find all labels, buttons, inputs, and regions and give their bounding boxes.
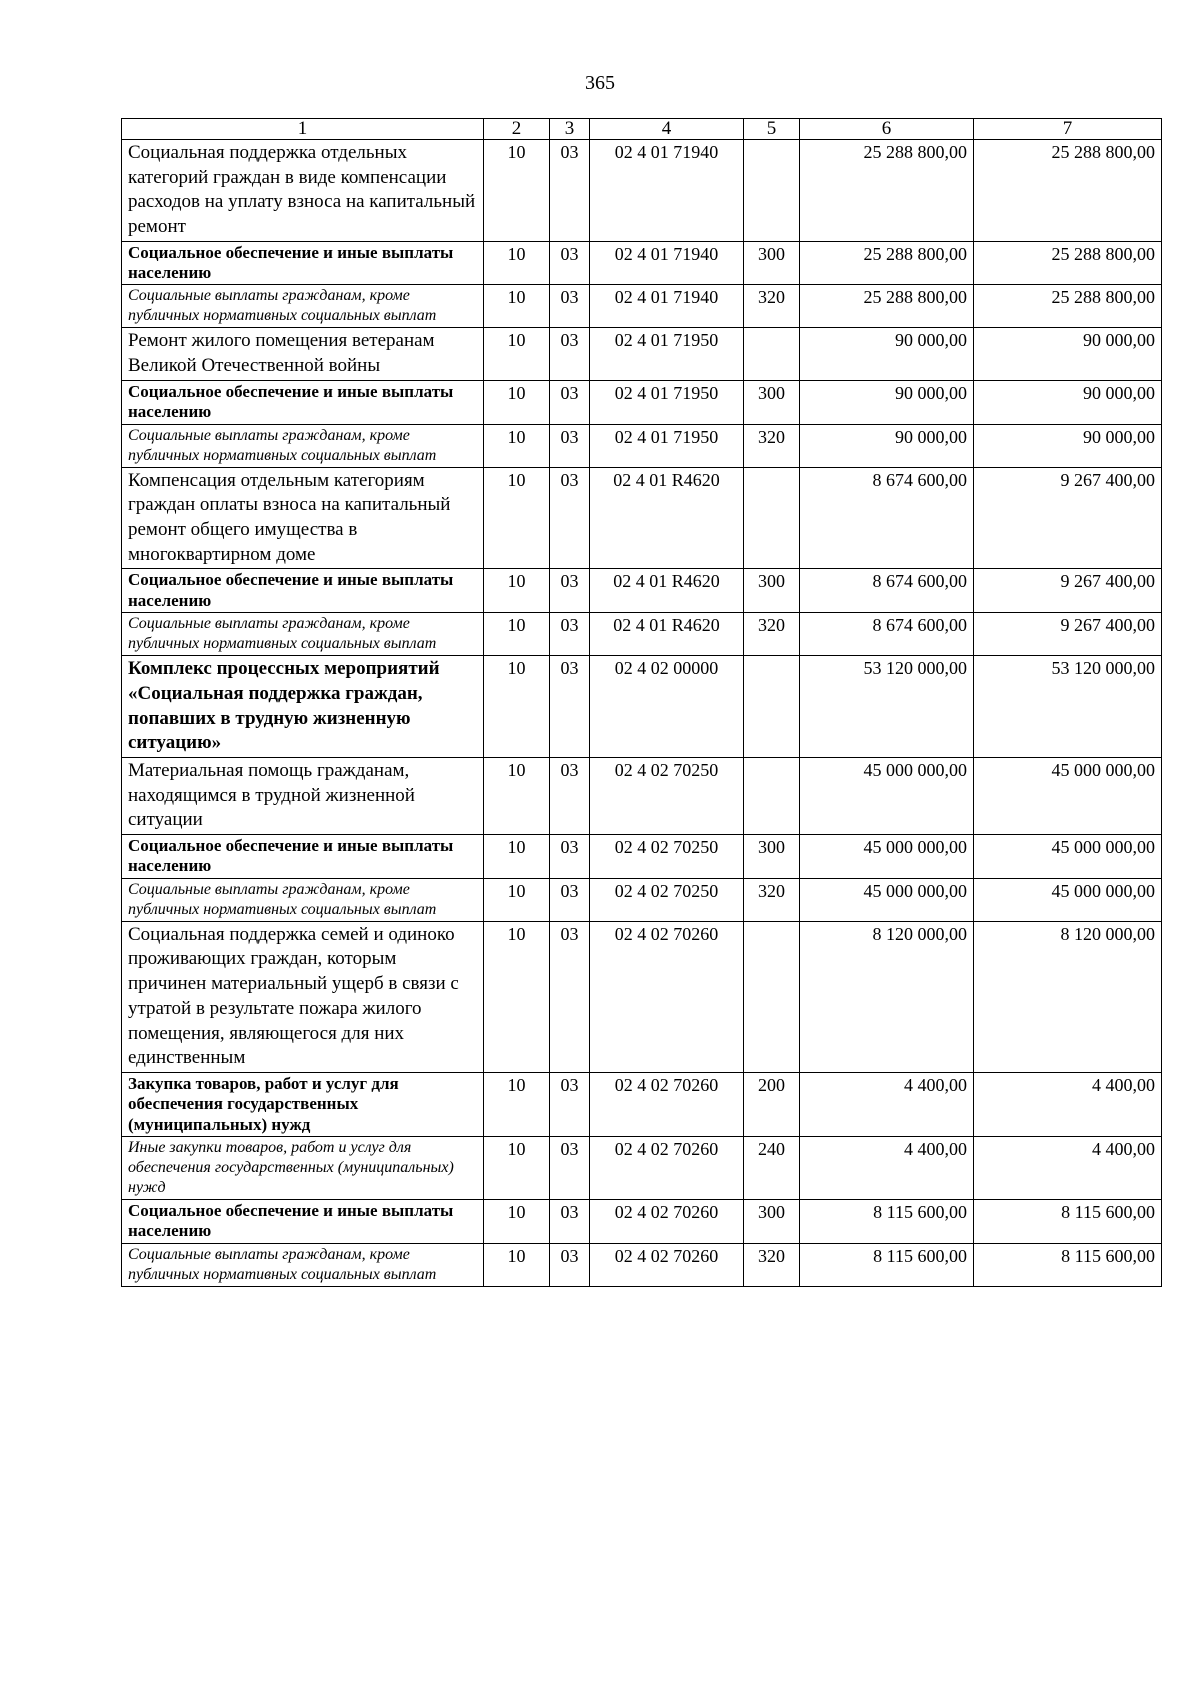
row-section-code: 10 (484, 613, 550, 656)
row-amount-year-1: 25 288 800,00 (800, 139, 974, 241)
row-amount-year-2: 90 000,00 (974, 328, 1162, 380)
row-amount-year-2: 53 120 000,00 (974, 656, 1162, 758)
row-name: Социальные выплаты гражданам, кроме публичных нормативных социальных выплат (122, 285, 484, 328)
row-subsection-code: 03 (550, 424, 590, 467)
row-expense-type (744, 656, 800, 758)
row-expense-type: 320 (744, 613, 800, 656)
table-row (122, 613, 1162, 656)
row-target-article: 02 4 02 70260 (590, 1072, 744, 1136)
budget-table (121, 118, 1162, 1287)
row-subsection-code: 03 (550, 656, 590, 758)
row-amount-year-2: 90 000,00 (974, 380, 1162, 424)
row-section-code: 10 (484, 834, 550, 878)
row-section-code: 10 (484, 1137, 550, 1200)
row-subsection-code: 03 (550, 1200, 590, 1244)
row-amount-year-1: 25 288 800,00 (800, 241, 974, 285)
row-amount-year-1: 8 115 600,00 (800, 1200, 974, 1244)
row-expense-type (744, 921, 800, 1072)
row-section-code: 10 (484, 285, 550, 328)
table-row (122, 241, 1162, 285)
row-amount-year-2: 45 000 000,00 (974, 878, 1162, 921)
row-amount-year-2: 9 267 400,00 (974, 613, 1162, 656)
row-amount-year-1: 8 674 600,00 (800, 467, 974, 569)
row-expense-type: 300 (744, 569, 800, 613)
row-name: Социальные выплаты гражданам, кроме публичных нормативных социальных выплат (122, 613, 484, 656)
row-amount-year-2: 9 267 400,00 (974, 467, 1162, 569)
row-target-article: 02 4 02 70250 (590, 834, 744, 878)
row-amount-year-2: 8 120 000,00 (974, 921, 1162, 1072)
row-subsection-code: 03 (550, 241, 590, 285)
row-name: Социальная поддержка семей и одиноко проживающих граждан, которым причинен материальный ущерб в связи с утратой в результате пожара жилого помещения, являющегося для них единственным (122, 921, 484, 1072)
row-section-code: 10 (484, 139, 550, 241)
table-row (122, 1243, 1162, 1286)
row-amount-year-1: 8 674 600,00 (800, 569, 974, 613)
table-row (122, 424, 1162, 467)
table-row (122, 139, 1162, 241)
row-section-code: 10 (484, 328, 550, 380)
row-amount-year-1: 4 400,00 (800, 1137, 974, 1200)
row-target-article: 02 4 01 R4620 (590, 569, 744, 613)
table-body (122, 139, 1162, 1286)
row-amount-year-1: 8 115 600,00 (800, 1243, 974, 1286)
row-target-article: 02 4 01 71950 (590, 424, 744, 467)
row-name: Ремонт жилого помещения ветеранам Великой Отечественной войны (122, 328, 484, 380)
row-amount-year-1: 45 000 000,00 (800, 878, 974, 921)
page-number: 365 (585, 72, 615, 94)
row-section-code: 10 (484, 1243, 550, 1286)
table-row (122, 328, 1162, 380)
row-expense-type: 200 (744, 1072, 800, 1136)
row-amount-year-2: 45 000 000,00 (974, 834, 1162, 878)
row-expense-type: 320 (744, 285, 800, 328)
header-col-1: 1 (122, 119, 484, 140)
row-amount-year-1: 8 120 000,00 (800, 921, 974, 1072)
row-amount-year-1: 4 400,00 (800, 1072, 974, 1136)
row-target-article: 02 4 01 R4620 (590, 467, 744, 569)
row-section-code: 10 (484, 569, 550, 613)
row-section-code: 10 (484, 380, 550, 424)
row-subsection-code: 03 (550, 757, 590, 834)
row-expense-type: 320 (744, 878, 800, 921)
row-expense-type: 300 (744, 1200, 800, 1244)
row-target-article: 02 4 02 70260 (590, 921, 744, 1072)
row-amount-year-2: 90 000,00 (974, 424, 1162, 467)
table-row (122, 878, 1162, 921)
row-section-code: 10 (484, 241, 550, 285)
row-section-code: 10 (484, 878, 550, 921)
header-col-2: 2 (484, 119, 550, 140)
row-name: Иные закупки товаров, работ и услуг для обеспечения государственных (муниципальных) нужд (122, 1137, 484, 1200)
header-col-3: 3 (550, 119, 590, 140)
row-amount-year-2: 25 288 800,00 (974, 139, 1162, 241)
row-name: Социальное обеспечение и иные выплаты населению (122, 1200, 484, 1244)
table-header-row (122, 119, 1162, 140)
row-amount-year-1: 90 000,00 (800, 328, 974, 380)
row-name: Закупка товаров, работ и услуг для обеспечения государственных (муниципальных) нужд (122, 1072, 484, 1136)
header-col-5: 5 (744, 119, 800, 140)
table-row (122, 1200, 1162, 1244)
row-name: Социальное обеспечение и иные выплаты населению (122, 834, 484, 878)
row-target-article: 02 4 02 70260 (590, 1243, 744, 1286)
row-subsection-code: 03 (550, 613, 590, 656)
row-section-code: 10 (484, 424, 550, 467)
row-name: Социальное обеспечение и иные выплаты населению (122, 569, 484, 613)
row-amount-year-1: 53 120 000,00 (800, 656, 974, 758)
row-subsection-code: 03 (550, 380, 590, 424)
table-row (122, 921, 1162, 1072)
row-expense-type (744, 139, 800, 241)
row-expense-type: 300 (744, 834, 800, 878)
row-section-code: 10 (484, 467, 550, 569)
row-expense-type (744, 757, 800, 834)
row-amount-year-1: 25 288 800,00 (800, 285, 974, 328)
row-section-code: 10 (484, 921, 550, 1072)
row-subsection-code: 03 (550, 1072, 590, 1136)
row-expense-type (744, 328, 800, 380)
row-subsection-code: 03 (550, 1243, 590, 1286)
row-subsection-code: 03 (550, 139, 590, 241)
row-name: Социальное обеспечение и иные выплаты населению (122, 241, 484, 285)
header-col-7: 7 (974, 119, 1162, 140)
row-section-code: 10 (484, 656, 550, 758)
row-target-article: 02 4 01 71950 (590, 328, 744, 380)
row-target-article: 02 4 02 00000 (590, 656, 744, 758)
table-row (122, 380, 1162, 424)
row-target-article: 02 4 02 70250 (590, 878, 744, 921)
row-target-article: 02 4 01 R4620 (590, 613, 744, 656)
row-amount-year-2: 4 400,00 (974, 1137, 1162, 1200)
row-subsection-code: 03 (550, 569, 590, 613)
row-section-code: 10 (484, 757, 550, 834)
row-amount-year-2: 45 000 000,00 (974, 757, 1162, 834)
row-subsection-code: 03 (550, 328, 590, 380)
table-row (122, 656, 1162, 758)
table-row (122, 569, 1162, 613)
row-target-article: 02 4 01 71950 (590, 380, 744, 424)
row-amount-year-1: 8 674 600,00 (800, 613, 974, 656)
row-amount-year-2: 25 288 800,00 (974, 285, 1162, 328)
table-row (122, 467, 1162, 569)
row-section-code: 10 (484, 1200, 550, 1244)
row-expense-type (744, 467, 800, 569)
row-subsection-code: 03 (550, 285, 590, 328)
row-amount-year-2: 25 288 800,00 (974, 241, 1162, 285)
row-name: Комплекс процессных мероприятий «Социальная поддержка граждан, попавших в трудную жизненную ситуацию» (122, 656, 484, 758)
row-target-article: 02 4 02 70260 (590, 1200, 744, 1244)
row-subsection-code: 03 (550, 467, 590, 569)
header-col-6: 6 (800, 119, 974, 140)
row-name: Социальная поддержка отдельных категорий граждан в виде компенсации расходов на уплату взноса на капитальный ремонт (122, 139, 484, 241)
table-row (122, 834, 1162, 878)
row-subsection-code: 03 (550, 1137, 590, 1200)
row-amount-year-1: 90 000,00 (800, 380, 974, 424)
row-name: Социальные выплаты гражданам, кроме публичных нормативных социальных выплат (122, 878, 484, 921)
table-row (122, 757, 1162, 834)
row-amount-year-2: 9 267 400,00 (974, 569, 1162, 613)
row-subsection-code: 03 (550, 921, 590, 1072)
row-name: Компенсация отдельным категориям граждан оплаты взноса на капитальный ремонт общего имущества в многоквартирном доме (122, 467, 484, 569)
row-amount-year-2: 4 400,00 (974, 1072, 1162, 1136)
row-amount-year-2: 8 115 600,00 (974, 1243, 1162, 1286)
row-expense-type: 240 (744, 1137, 800, 1200)
table-row (122, 285, 1162, 328)
table-row (122, 1072, 1162, 1136)
row-subsection-code: 03 (550, 878, 590, 921)
row-amount-year-1: 45 000 000,00 (800, 834, 974, 878)
row-target-article: 02 4 02 70250 (590, 757, 744, 834)
row-expense-type: 320 (744, 1243, 800, 1286)
row-name: Материальная помощь гражданам, находящимся в трудной жизненной ситуации (122, 757, 484, 834)
row-expense-type: 320 (744, 424, 800, 467)
row-expense-type: 300 (744, 241, 800, 285)
row-amount-year-1: 90 000,00 (800, 424, 974, 467)
table-row (122, 1137, 1162, 1200)
row-amount-year-1: 45 000 000,00 (800, 757, 974, 834)
row-target-article: 02 4 01 71940 (590, 285, 744, 328)
row-target-article: 02 4 02 70260 (590, 1137, 744, 1200)
row-name: Социальные выплаты гражданам, кроме публичных нормативных социальных выплат (122, 424, 484, 467)
row-amount-year-2: 8 115 600,00 (974, 1200, 1162, 1244)
row-subsection-code: 03 (550, 834, 590, 878)
row-expense-type: 300 (744, 380, 800, 424)
row-name: Социальные выплаты гражданам, кроме публичных нормативных социальных выплат (122, 1243, 484, 1286)
row-target-article: 02 4 01 71940 (590, 241, 744, 285)
header-col-4: 4 (590, 119, 744, 140)
row-name: Социальное обеспечение и иные выплаты населению (122, 380, 484, 424)
row-target-article: 02 4 01 71940 (590, 139, 744, 241)
row-section-code: 10 (484, 1072, 550, 1136)
